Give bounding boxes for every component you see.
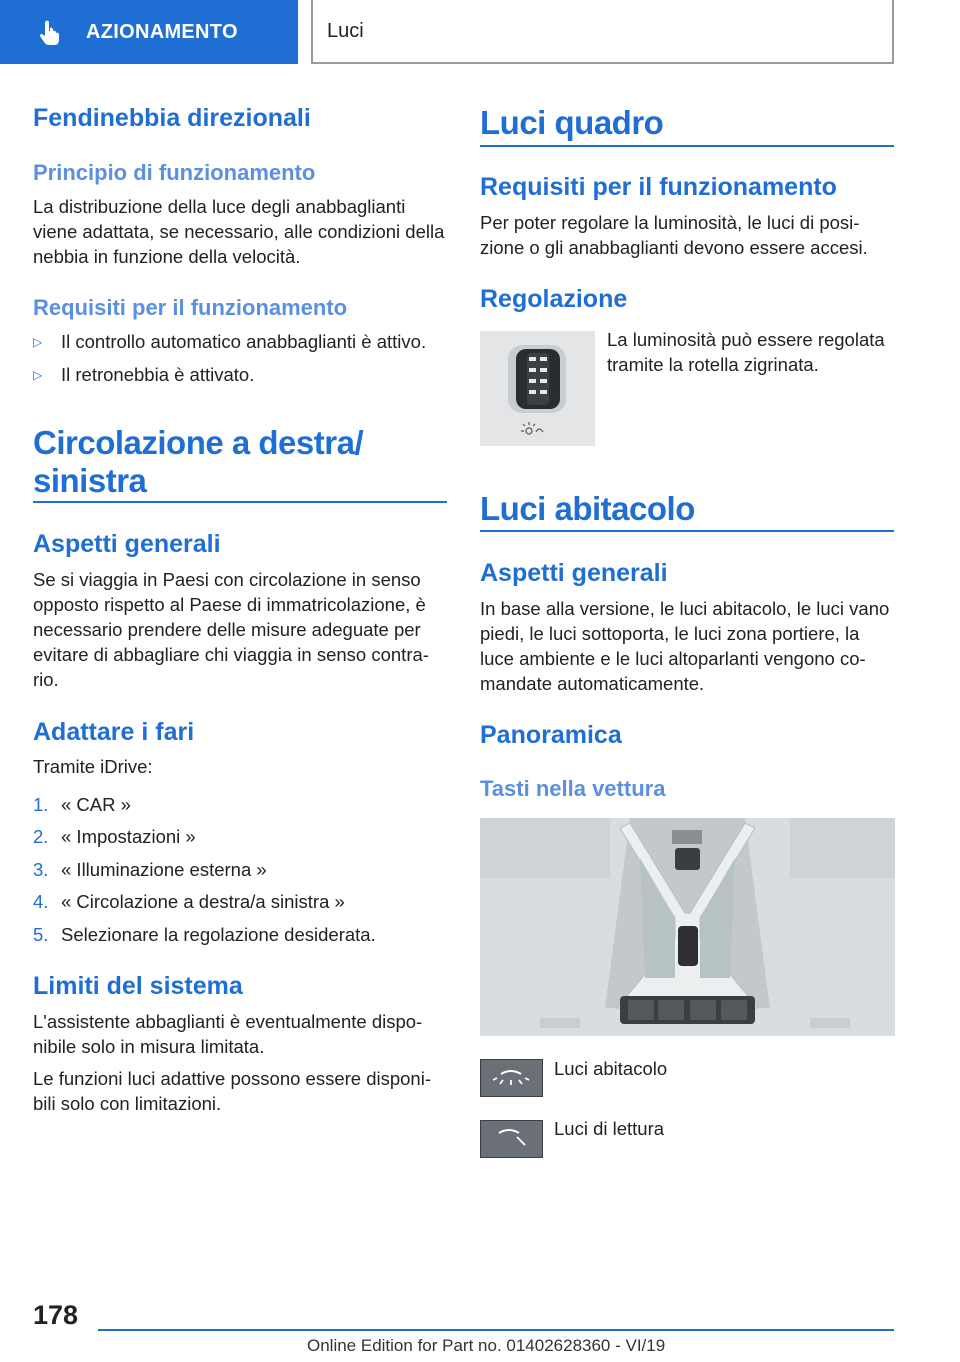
- list-item: 1. « CAR »: [33, 794, 131, 815]
- list-item: 5. Selezionare la regolazione desiderata.: [33, 924, 376, 945]
- key-label-reading: Luci di lettura: [554, 1118, 665, 1139]
- text-aspetti-right: In base alla versione, le luci abitacolo, le luci vano piedi, le luci sottoporta, le luci zona portiere, la luce ambiente e le luci altoparlanti vengono co-mandate automaticamente.: [480, 598, 890, 694]
- text-limiti-2: Le funzioni luci adattive possono essere disponi-bili solo con limitazioni.: [33, 1068, 431, 1114]
- list-item: 3. « Illuminazione esterna »: [33, 859, 267, 880]
- list-item: 4. « Circolazione a destra/a sinistra »: [33, 891, 345, 912]
- list-item: ▷ Il controllo automatico anabbaglianti è attivo.: [33, 329, 426, 355]
- heading-adattare: Adattare i fari: [33, 718, 195, 746]
- heading-rule: [480, 145, 894, 147]
- heading-requisiti-right: Requisiti per il funzionamento: [480, 173, 837, 201]
- thumbwheel-icon: [480, 331, 595, 446]
- section-title: AZIONAMENTO: [86, 20, 238, 43]
- key-label-interior: Luci abitacolo: [554, 1058, 668, 1079]
- text-requisiti-right: Per poter regolare la luminosità, le luci di posi-zione o gli anabbaglianti devono essere accesi.: [480, 212, 868, 258]
- text-aspetti-left: Se si viaggia in Paesi con circolazione in senso opposto rispetto al Paese di immatricolazione, è necessario prendere delle misure adeguate per evitare di abbagliare chi viaggia in senso contra-rio.: [33, 569, 429, 690]
- heading-requisiti-left: Requisiti per il funzionamento: [33, 295, 348, 320]
- heading-regolazione: Regolazione: [480, 285, 628, 313]
- heading-limiti: Limiti del sistema: [33, 972, 243, 1000]
- heading-luci-quadro: Luci quadro: [480, 104, 664, 141]
- heading-fendinebbia: Fendinebbia direzionali: [33, 104, 311, 132]
- section-tab: [0, 0, 298, 64]
- heading-circolazione: Circolazione a destra/ sinistra: [33, 424, 364, 499]
- overhead-console-icon: [480, 818, 895, 1036]
- heading-luci-abitacolo: Luci abitacolo: [480, 490, 695, 527]
- heading-rule: [33, 501, 447, 503]
- heading-panoramica: Panoramica: [480, 721, 622, 749]
- heading-aspetti-left: Aspetti generali: [33, 530, 221, 558]
- text-principio: La distribuzione della luce degli anabbaglianti viene adattata, se necessario, alle condizioni della nebbia in funzione della velocità.: [33, 196, 445, 267]
- interior-light-button-image: [480, 1059, 543, 1097]
- edition-text: Online Edition for Part no. 01402628360 - VI/19: [307, 1336, 666, 1355]
- interior-light-icon: [481, 1060, 542, 1096]
- chapter-box: [311, 0, 894, 64]
- heading-principio: Principio di funzionamento: [33, 160, 316, 185]
- text-adattare: Tramite iDrive:: [33, 756, 153, 777]
- chapter-title: Luci: [327, 19, 364, 42]
- heading-aspetti-right: Aspetti generali: [480, 559, 668, 587]
- reading-light-button-image: [480, 1120, 543, 1158]
- list-item: ▷ Il retronebbia è attivato.: [33, 362, 254, 388]
- hand-pointer-icon: [38, 19, 64, 45]
- reading-light-icon: [481, 1121, 542, 1157]
- triangle-bullet-icon: ▷: [33, 335, 43, 349]
- triangle-bullet-icon: ▷: [33, 368, 43, 382]
- footer-rule: [98, 1329, 894, 1331]
- overhead-console-image: [480, 818, 895, 1036]
- page-number: 178: [33, 1300, 79, 1330]
- list-item: 2. « Impostazioni »: [33, 826, 196, 847]
- heading-tasti: Tasti nella vettura: [480, 776, 666, 801]
- heading-rule: [480, 530, 894, 532]
- thumbwheel-image: [480, 331, 595, 446]
- text-limiti-1: L'assistente abbaglianti è eventualmente dispo-nibile solo in misura limitata.: [33, 1011, 423, 1057]
- text-regolazione: La luminosità può essere regolata tramite la rotella zigrinata.: [607, 329, 885, 375]
